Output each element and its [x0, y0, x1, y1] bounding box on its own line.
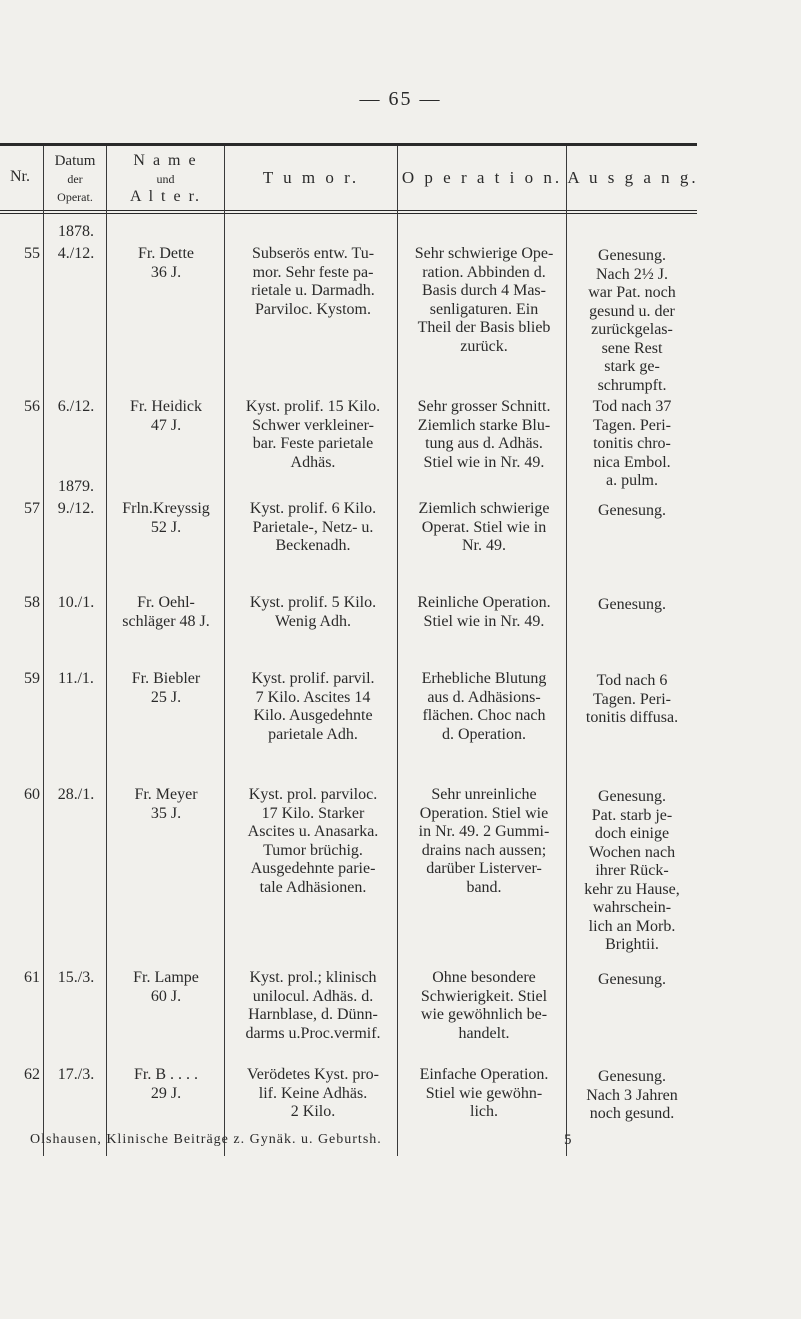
row-name: Fr. Heidick 47 J.: [130, 398, 202, 434]
row-tumor: Kyst. prol. parviloc. 17 Kilo. Starker Ascites u. Anasarka. Tumor brüchig. Ausgedehnte parie- tale Adhäsionen.: [247, 786, 379, 896]
row-tumor: Verödetes Kyst. pro- lif. Keine Adhäs. 2 Kilo.: [247, 1066, 379, 1120]
footer-citation: Olshausen, Klinische Beiträge z. Gynäk. u. Geburtsh.: [30, 1132, 382, 1147]
row-ausgang: Tod nach 6 Tagen. Peri- tonitis diffusa.: [585, 672, 679, 726]
header-tumor: T u m o r.: [262, 168, 360, 187]
row-ausgang: Genesung. Pat. starb je- doch einige Wochen nach ihrer Rück- kehr zu Hause, wahrschein- lich an Morb. Brightii.: [584, 788, 680, 953]
row-nr: 55: [24, 245, 40, 262]
row-nr: 59: [24, 670, 40, 687]
row-ausgang: Tod nach 37 Tagen. Peri- tonitis chro- nica Embol. a. pulm.: [592, 398, 672, 489]
row-datum: 28./1.: [57, 786, 95, 803]
row-operation: Sehr grosser Schnitt. Ziemlich starke Blu- tung aus d. Adhäs. Stiel wie in Nr. 49.: [417, 398, 551, 471]
row-tumor: Kyst. prolif. parvil. 7 Kilo. Ascites 14 Kilo. Ausgedehnte parietale Adh.: [251, 670, 375, 743]
row-tumor: Kyst. prol.; klinisch unilocul. Adhäs. d. Harnblase, d. Dünn- darms u.Proc.vermif.: [245, 969, 381, 1042]
row-ausgang: Genesung. Nach 3 Jahren noch gesund.: [586, 1068, 678, 1122]
row-name: Frln.Kreyssig 52 J.: [122, 500, 210, 536]
row-datum: 4./12.: [57, 245, 95, 262]
row-name: Fr. Lampe 60 J.: [133, 969, 199, 1005]
header-ausgang: A u s g a n g.: [567, 168, 699, 187]
row-ausgang: Genesung.: [598, 596, 666, 613]
header-datum: Datum der Operat.: [54, 153, 96, 204]
header-rule-1: [0, 210, 697, 211]
col-divider-2: [106, 146, 107, 1156]
row-operation: Einfache Operation. Stiel wie gewöhn- lich.: [419, 1066, 549, 1120]
row-tumor: Kyst. prolif. 6 Kilo. Parietale-, Netz- u. Beckenadh.: [249, 500, 377, 554]
row-datum: 9./12.: [57, 500, 95, 517]
header-nr: Nr.: [10, 168, 30, 185]
row-datum: 6./12.: [57, 398, 95, 415]
row-nr: 60: [24, 786, 40, 803]
page-number: — 65 —: [359, 88, 442, 110]
row-datum: 15./3.: [57, 969, 95, 986]
col-divider-3: [224, 146, 225, 1156]
header-name: N a m e und A l t e r.: [129, 152, 202, 205]
year-1879: 1879.: [58, 478, 94, 495]
year-1878: 1878.: [58, 223, 94, 240]
row-operation: Sehr unreinliche Operation. Stiel wie in Nr. 49. 2 Gummi- drains nach aussen; darüber Listerver- band.: [418, 786, 550, 896]
row-operation: Ohne besondere Schwierigkeit. Stiel wie gewöhnlich be- handelt.: [420, 969, 548, 1042]
row-nr: 56: [24, 398, 40, 415]
row-operation: Ziemlich schwierige Operat. Stiel wie in Nr. 49.: [418, 500, 550, 554]
row-operation: Sehr schwierige Ope- ration. Abbinden d. Basis durch 4 Mas- senligaturen. Ein Theil der Basis blieb zurück.: [414, 245, 554, 355]
row-nr: 58: [24, 594, 40, 611]
row-operation: Reinliche Operation. Stiel wie in Nr. 49.: [417, 594, 551, 630]
row-ausgang: Genesung.: [598, 971, 666, 988]
col-divider-1: [43, 146, 44, 1156]
row-name: Fr. Biebler 25 J.: [131, 670, 201, 706]
row-name: Fr. Oehl- schläger 48 J.: [122, 594, 210, 630]
row-name: Fr. B . . . . 29 J.: [133, 1066, 198, 1102]
row-ausgang: Genesung. Nach 2½ J. war Pat. noch gesund u. der zurückgelas- sene Rest stark ge- schrumpft.: [588, 247, 676, 394]
header-rule-2: [0, 213, 697, 214]
row-nr: 62: [24, 1066, 40, 1083]
row-datum: 10./1.: [57, 594, 95, 611]
table-top-rule: [0, 143, 697, 146]
header-operation: O p e r a t i o n.: [401, 168, 563, 187]
row-name: Fr. Meyer 35 J.: [134, 786, 198, 822]
footer-signature-number: 5: [564, 1132, 572, 1148]
row-datum: 11./1.: [58, 670, 94, 687]
row-nr: 57: [24, 500, 40, 517]
row-tumor: Kyst. prolif. 5 Kilo. Wenig Adh.: [249, 594, 377, 630]
row-name: Fr. Dette 36 J.: [138, 245, 194, 281]
row-operation: Erhebliche Blutung aus d. Adhäsions- flächen. Choc nach d. Operation.: [421, 670, 547, 743]
row-tumor: Subserös entw. Tu- mor. Sehr feste pa- rietale u. Darmadh. Parviloc. Kystom.: [251, 245, 375, 318]
row-tumor: Kyst. prolif. 15 Kilo. Schwer verkleiner- bar. Feste parietale Adhäs.: [245, 398, 381, 471]
row-ausgang: Genesung.: [598, 502, 666, 519]
row-nr: 61: [24, 969, 40, 986]
row-datum: 17./3.: [57, 1066, 95, 1083]
